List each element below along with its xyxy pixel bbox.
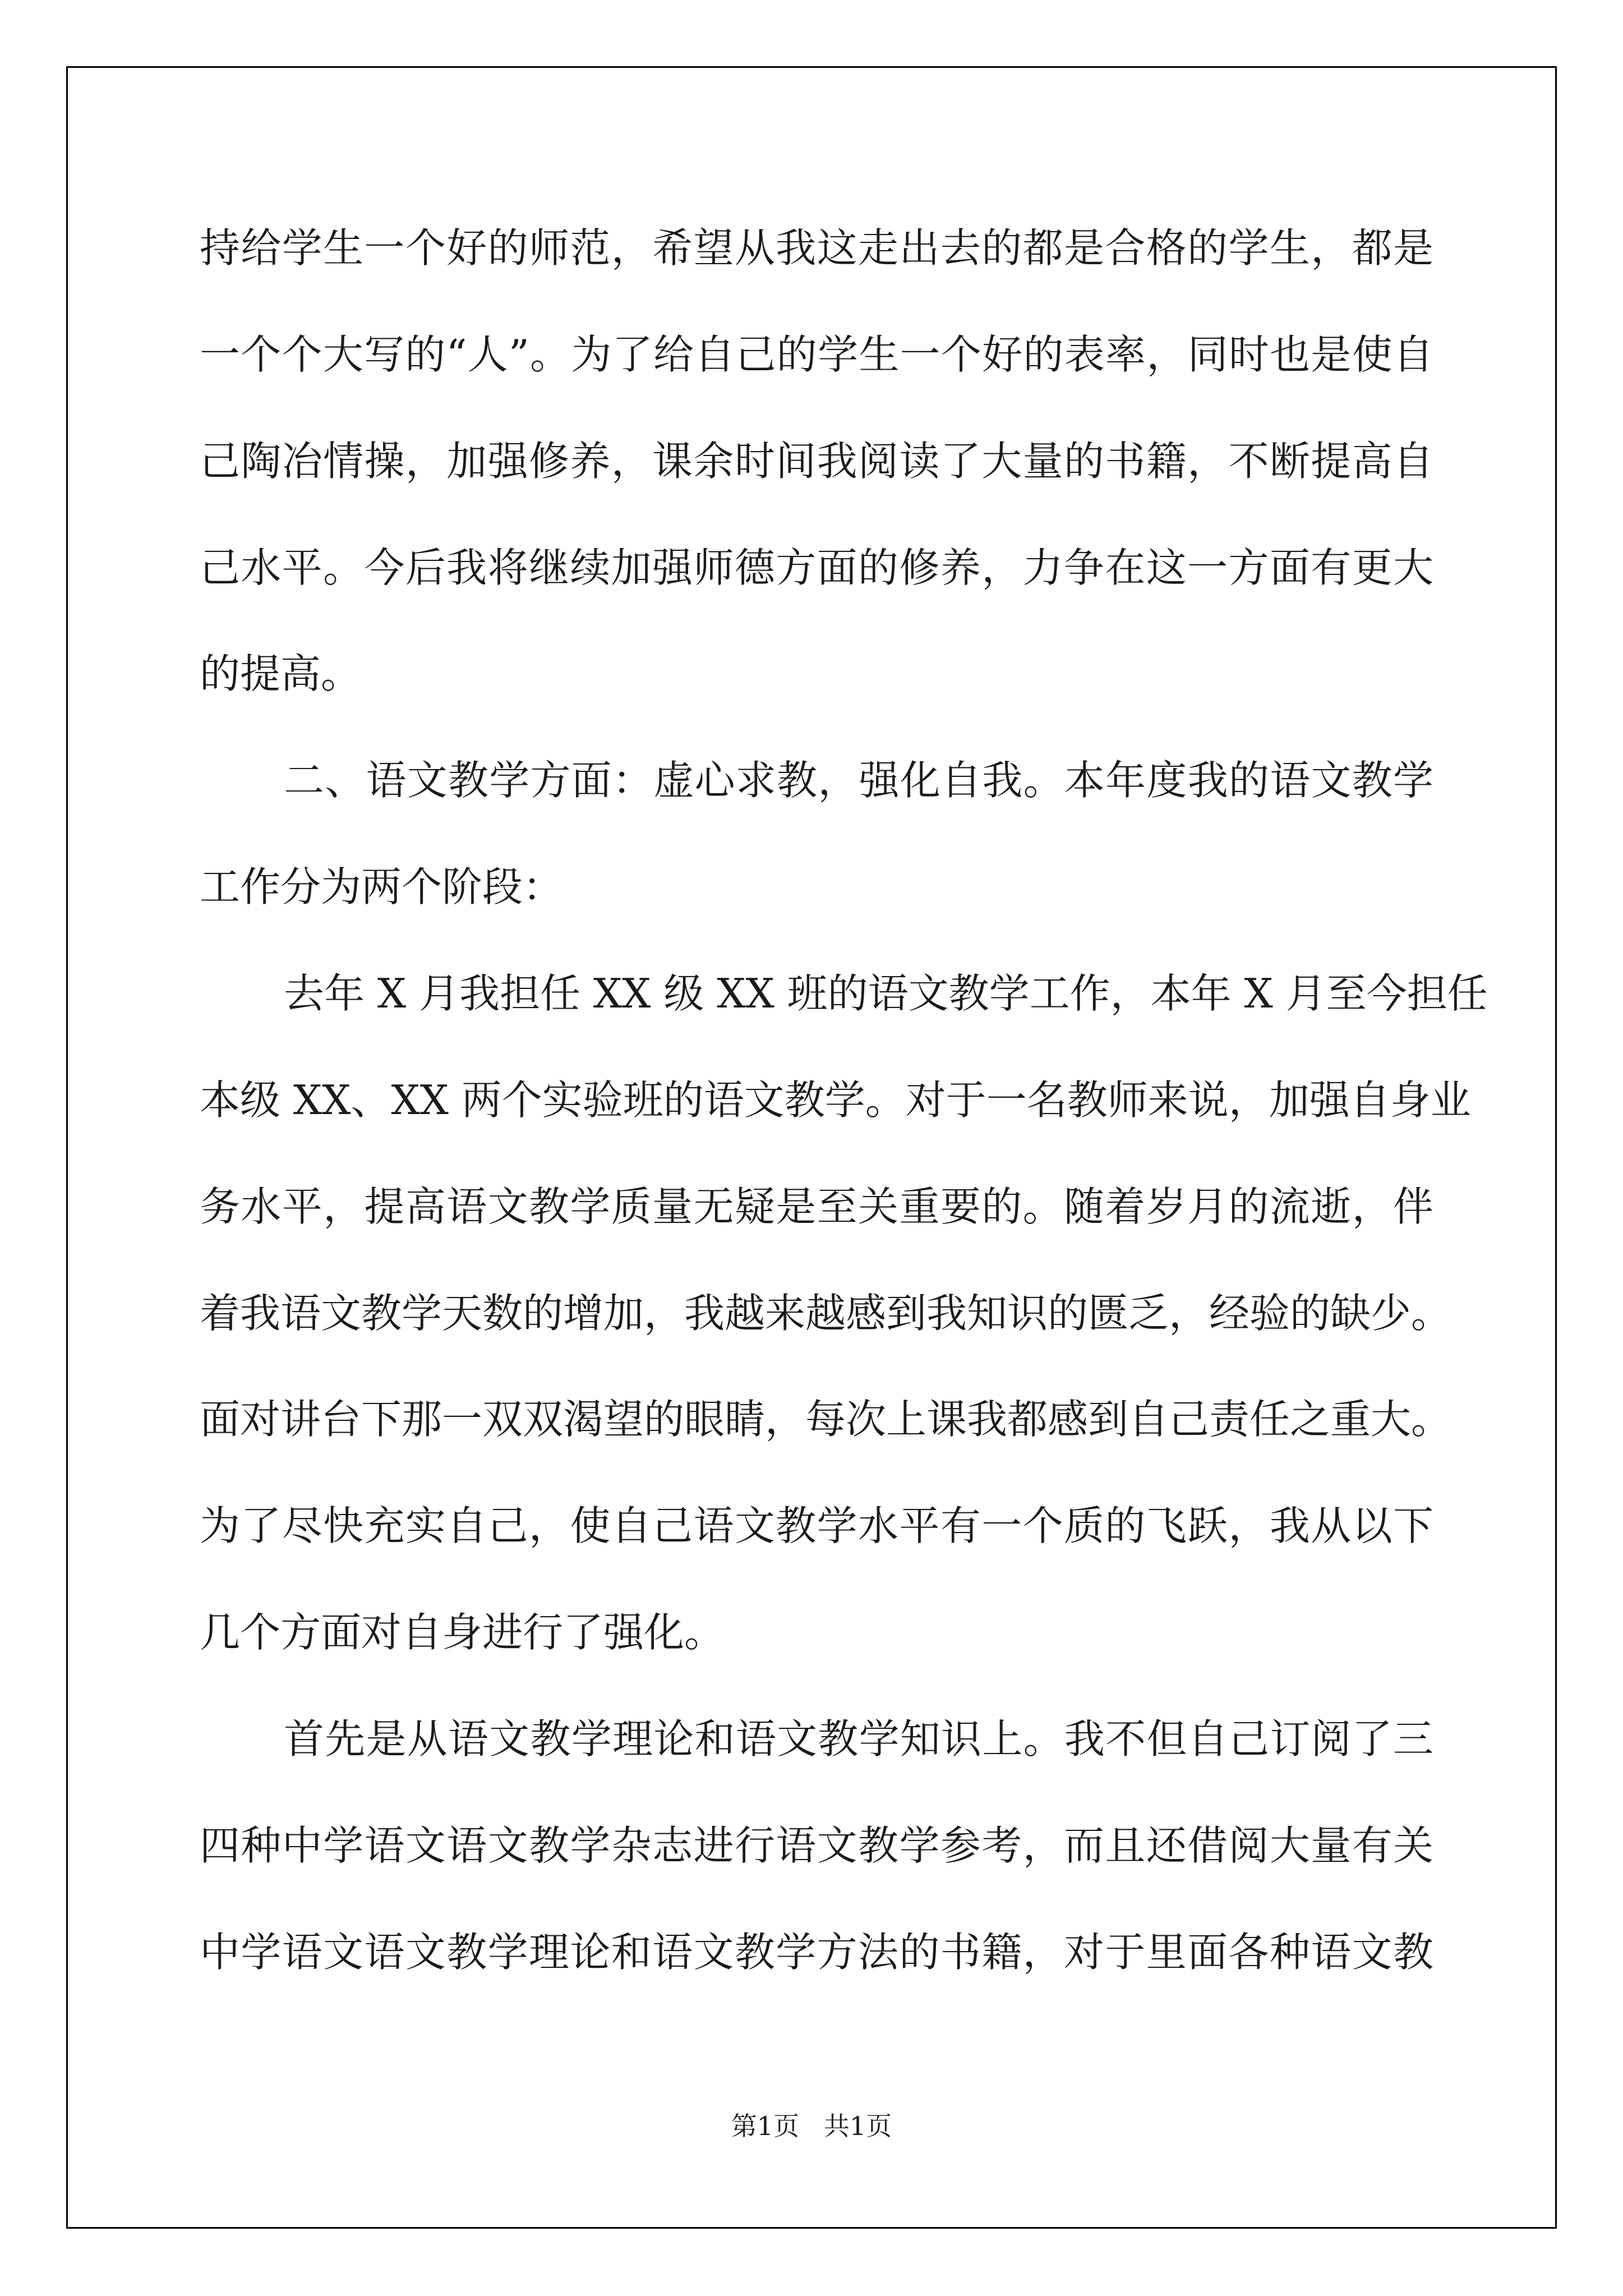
text-line-7: 工作分为两个阶段： [200, 863, 564, 910]
text-line-14: 几个方面对自身进行了强化。 [200, 1609, 725, 1656]
text-line-8: 去年 X 月我担任 XX 级 XX 班的语文教学工作，本年 X 月至今担任 [284, 970, 1488, 1017]
text-line-6: 二、语文教学方面：虚心求教，强化自我。本年度我的语文教学 [284, 757, 1433, 804]
text-line-4: 己水平。今后我将继续加强师德方面的修养，力争在这一方面有更大 [200, 544, 1433, 591]
text-line-9: 本级 XX、XX 两个实验班的语文教学。对于一名教师来说，加强自身业 [200, 1076, 1471, 1124]
page-border [66, 66, 1557, 2229]
text-line-3: 己陶冶情操，加强修养，课余时间我阅读了大量的书籍，不断提高自 [200, 438, 1433, 485]
text-line-1: 持给学生一个好的师范，希望从我这走出去的都是合格的学生，都是 [200, 224, 1433, 272]
text-line-10: 务水平，提高语文教学质量无疑是至关重要的。随着岁月的流逝，伴 [200, 1183, 1433, 1230]
text-line-17: 中学语文语文教学理论和语文教学方法的书籍，对于里面各种语文教 [200, 1929, 1433, 1976]
text-line-2: 一个个大写的“人”。为了给自己的学生一个好的表率，同时也是使自 [200, 331, 1433, 378]
text-line-12: 面对讲台下那一双双渴望的眼睛，每次上课我都感到自己责任之重大。 [200, 1396, 1452, 1443]
text-line-5: 的提高。 [200, 650, 362, 697]
text-line-11: 着我语文教学天数的增加，我越来越感到我知识的匮乏，经验的缺少。 [200, 1290, 1452, 1337]
text-line-15: 首先是从语文教学理论和语文教学知识上。我不但自己订阅了三 [284, 1715, 1433, 1763]
text-line-16: 四种中学语文语文教学杂志进行语文教学参考，而且还借阅大量有关 [200, 1822, 1433, 1869]
page-number-footer: 第1页 共1页 [731, 2111, 892, 2141]
text-line-13: 为了尽快充实自己，使自己语文教学水平有一个质的飞跃，我从以下 [200, 1502, 1433, 1549]
